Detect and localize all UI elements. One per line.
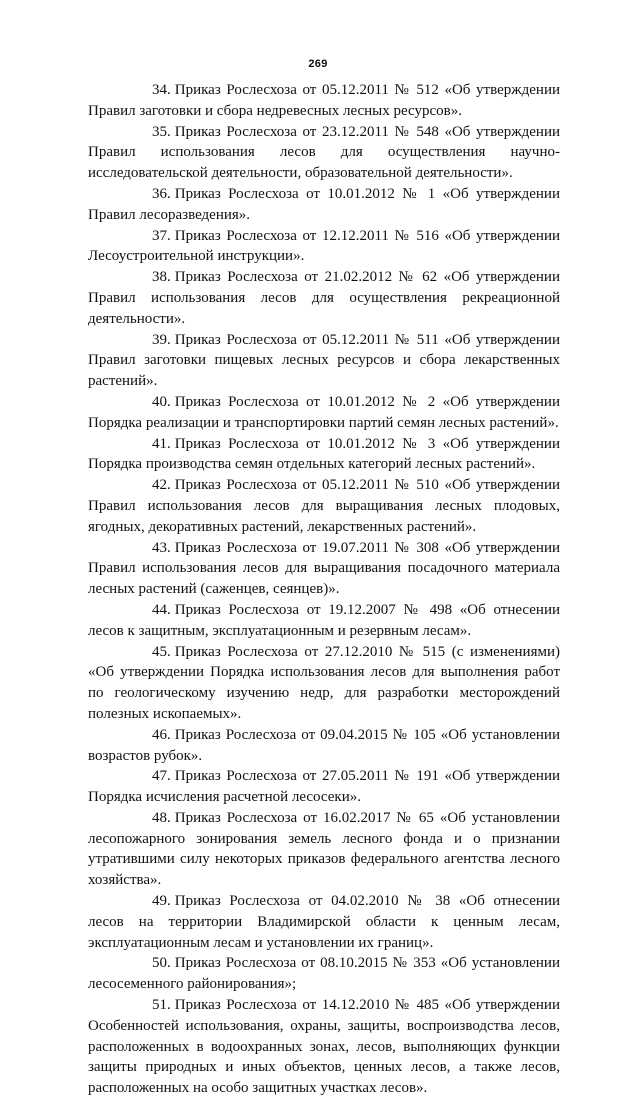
item-text: Приказ Рослесхоза от 05.12.2011 № 511 «Об утверждении Правил заготовки пищевых лесных ресурсов и сбора лекарственных растений». [88, 331, 560, 390]
item-text: Приказ Рослесхоза от 10.01.2012 № 3 «Об утверждении Порядка производства семян отдельных категорий лесных растений». [88, 435, 560, 473]
item-text: Приказ Рослесхоза от 21.02.2012 № 62 «Об утверждении Правил использования лесов для осуществления рекреационной деятельности». [88, 269, 560, 327]
item-number: 46. [152, 726, 171, 743]
list-item [88, 122, 560, 184]
item-text: Приказ Рослесхоза от 19.07.2011 № 308 «Об утверждении Правил использования лесов для выращивания посадочного материала лесных растений (саженцев, сеянцев)». [88, 539, 560, 598]
item-text: Приказ Рослесхоза от 16.02.2017 № 65 «Об установлении лесопожарного зонирования земель лесного фонда и о признании утратившими силу некоторых приказов федерального агентства лесного хозяйства». [88, 809, 560, 889]
item-number: 41. [152, 435, 171, 452]
item-number: 39. [152, 331, 171, 348]
item-text: Приказ Рослесхоза от 23.12.2011 № 548 «Об утверждении Правил использования лесов для осуществления научно-исследовательской деятельности, образовательной деятельности». [88, 123, 560, 182]
item-number: 47. [152, 768, 171, 785]
item-text: Приказ Рослесхоза от 09.04.2015 № 105 «Об установлении возрастов рубок». [88, 726, 560, 764]
list-item [88, 600, 560, 642]
list-item [88, 538, 560, 600]
item-number: 44. [152, 601, 171, 618]
list-item [88, 475, 560, 537]
list-item [88, 725, 560, 767]
item-number: 49. [152, 893, 171, 910]
item-text: Приказ Рослесхоза от 04.02.2010 № 38 «Об отнесении лесов на территории Владимирской области к ценным лесам, эксплуатационным лесам и установлении их границ». [88, 893, 560, 951]
item-text: Приказ Рослесхоза от 08.10.2015 № 353 «Об установлении лесосеменного районирования»; [88, 955, 560, 993]
item-number: 43. [152, 539, 171, 556]
list-item [88, 434, 560, 476]
list-item [88, 766, 560, 808]
item-number: 48. [152, 809, 171, 826]
item-text: Приказ Рослесхоза от 10.01.2012 № 1 «Об утверждении Правил лесоразведения». [88, 185, 560, 223]
item-text: Приказ Рослесхоза от 05.12.2011 № 510 «Об утверждении Правил использования лесов для выращивания лесных плодовых, ягодных, декоративных растений, лекарственных растений». [88, 477, 560, 535]
item-text: Приказ Рослесхоза от 19.12.2007 № 498 «Об отнесении лесов к защитным, эксплуатационным и резервным лесам». [88, 601, 560, 639]
item-text: Приказ Рослесхоза от 14.12.2010 № 485 «Об утверждении Особенностей использования, охраны, защиты, воспроизводства лесов, расположенных в водоохранных зонах, лесов, выполняющих функции защиты природных и иных объектов, ценных лесов, а также лесов, расположенных на особо защитных участках лесов». [88, 997, 560, 1097]
regulation-list [88, 80, 560, 1099]
item-number: 40. [152, 393, 171, 410]
list-item [88, 184, 560, 226]
list-item [88, 226, 560, 268]
list-item [88, 891, 560, 953]
item-number: 50. [152, 955, 171, 972]
list-item [88, 642, 560, 725]
page-number: 269 [308, 58, 328, 70]
item-number: 35. [152, 123, 171, 140]
list-item [88, 808, 560, 891]
item-number: 37. [152, 227, 171, 244]
item-number: 45. [152, 643, 171, 660]
item-text: Приказ Рослесхоза от 10.01.2012 № 2 «Об утверждении Порядка реализации и транспортировки партий семян лесных растений». [88, 393, 560, 431]
list-item [88, 995, 560, 1099]
list-item [88, 267, 560, 329]
item-text: Приказ Рослесхоза от 27.12.2010 № 515 (с изменениями) «Об утверждении Порядка использования лесов для выполнения работ по геологическому изучению недр, для разработки месторождений полезных ископаемых». [88, 643, 560, 722]
item-text: Приказ Рослесхоза от 27.05.2011 № 191 «Об утверждении Порядка исчисления расчетной лесосеки». [88, 768, 560, 806]
item-number: 42. [152, 477, 171, 494]
item-number: 38. [152, 269, 171, 286]
item-text: Приказ Рослесхоза от 05.12.2011 № 512 «Об утверждении Правил заготовки и сбора недревесных лесных ресурсов». [88, 82, 560, 119]
item-number: 34. [152, 82, 171, 98]
list-item [88, 330, 560, 392]
item-text: Приказ Рослесхоза от 12.12.2011 № 516 «Об утверждении Лесоустроительной инструкции». [88, 227, 560, 265]
list-item [88, 80, 560, 122]
item-number: 36. [152, 185, 171, 202]
item-number: 51. [152, 997, 171, 1014]
list-item [88, 953, 560, 995]
list-item [88, 392, 560, 434]
